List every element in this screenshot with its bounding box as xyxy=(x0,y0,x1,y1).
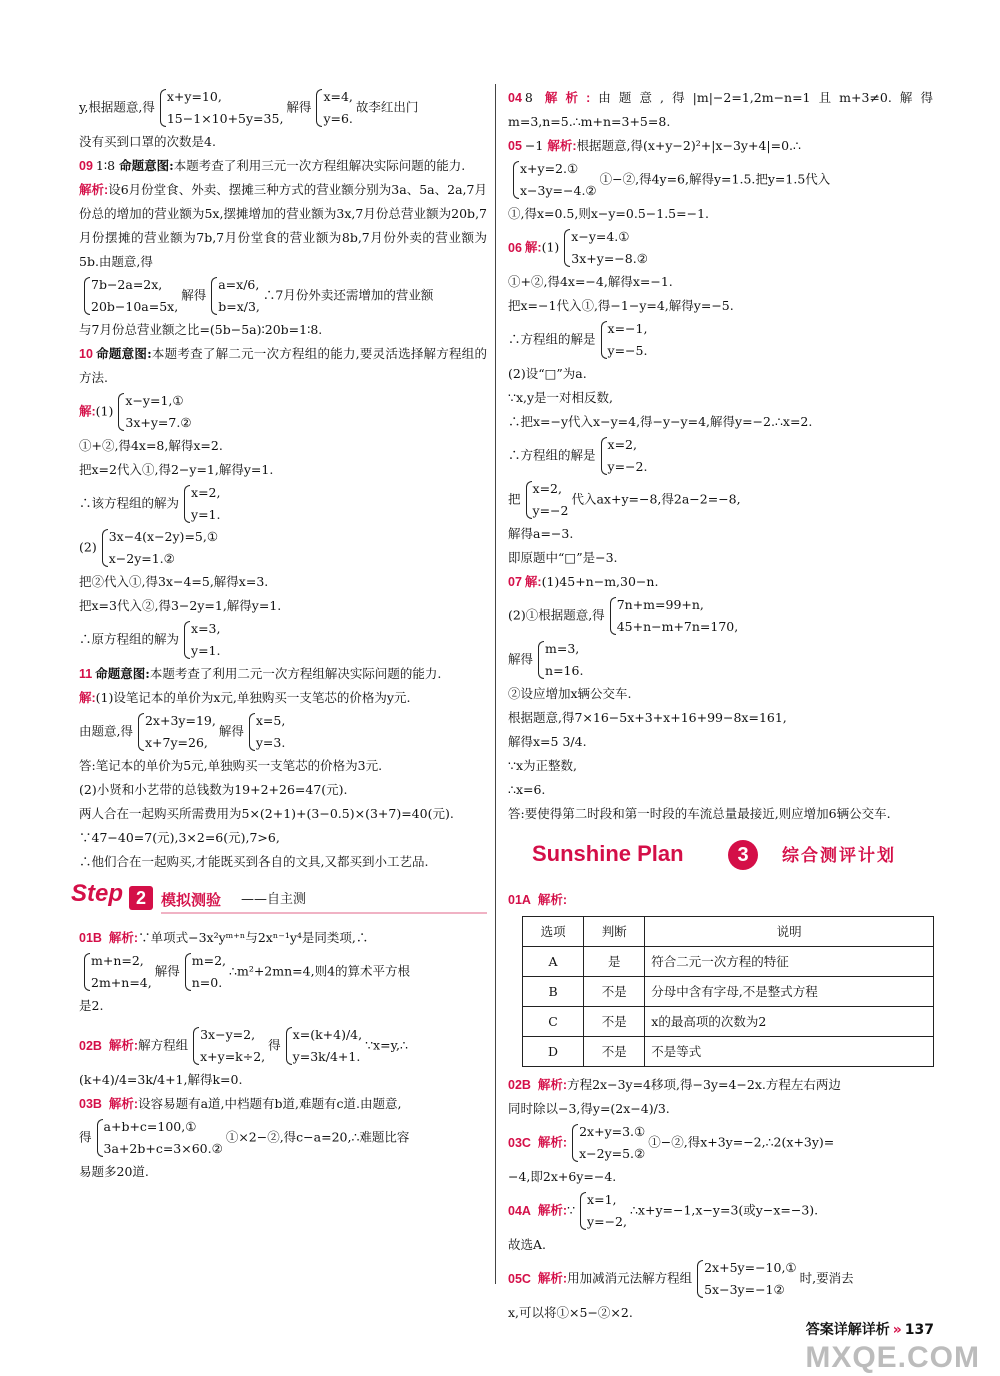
text-line: 解得 m=3, n=16. xyxy=(508,638,933,682)
text-line: 解:(1)设笔记本的单价为x元,单独购买一支笔芯的价格为y元. xyxy=(79,690,411,705)
sun-question-01: 01A 解析: xyxy=(508,893,568,907)
text-line: (2) 3x−4(x−2y)=5,① x−2y=1.② xyxy=(79,526,487,570)
text-line: 根据题意,得7×16−5x+3+x+16+99−8x=161, xyxy=(508,710,787,725)
text-line: ∴原方程组的解为 x=3, y=1. xyxy=(79,618,487,662)
text-line: 故选A. xyxy=(508,1237,547,1252)
equation-system: x=5, y=3. xyxy=(247,710,285,754)
text-line: 解得a=−3. xyxy=(508,526,574,541)
table-row: B 不是 分母中含有字母,不是整式方程 xyxy=(523,977,934,1007)
table-row: C 不是 x的最高项的次数为2 xyxy=(523,1007,934,1037)
equation-system: 2x+3y=19, x+7y=26, xyxy=(136,710,216,754)
step-banner xyxy=(71,882,487,922)
text-line: ①+②,得4x=−4,解得x=−1. xyxy=(508,274,673,289)
column-divider xyxy=(495,84,496,1284)
text-line: 没有买到口罩的次数是4. xyxy=(79,134,216,149)
text-line: (2)①根据题意,得 7n+m=99+n, 45+n−m+7n=170, xyxy=(508,594,933,638)
text-line: 两人合在一起购买所需费用为5×(2+1)+(3−0.5)×(3+7)=40(元). xyxy=(79,806,454,821)
text-line: 由题意,得 2x+3y=19, x+7y=26, 解得 x=5, y=3. xyxy=(79,710,487,754)
text-line: ∵47−40=7(元),3×2=6(元),7>6, xyxy=(79,830,280,845)
equation-system: x+y=10, 15−1×10+5y=35, xyxy=(158,86,284,130)
equation-system: x=4, y=6. xyxy=(314,86,352,130)
text-line: y,根据题意,得 x+y=10, 15−1×10+5y=35, 解得 x=4, y=6. 故李红出门 xyxy=(79,86,487,130)
equation-system: 7n+m=99+n, 45+n−m+7n=170, xyxy=(608,594,739,638)
text-line: 答:笔记本的单价为5元,单独购买一支笔芯的价格为3元. xyxy=(79,758,383,773)
text-line: 即原题中“□”是−3. xyxy=(508,550,618,565)
text-line: 把x=2代入①,得2−y=1,解得y=1. xyxy=(79,462,274,477)
equation-system: x+y=2.① x−3y=−4.② xyxy=(511,158,597,202)
text-line: ①,得x=0.5,则x−y=0.5−1.5=−1. xyxy=(508,206,710,221)
text-line: 是2. xyxy=(79,998,104,1013)
chevron-right-icon: » xyxy=(892,1322,902,1338)
equation-system: 2x+5y=−10,① 5x−3y=−1② xyxy=(695,1257,797,1301)
equation-system: x=1, y=−2, xyxy=(578,1189,627,1233)
step-underline xyxy=(161,912,487,914)
sun-question-05: 05C 解析:用加减消元法解方程组 2x+5y=−10,① 5x−3y=−1② 时,要消去 xyxy=(508,1257,933,1301)
right-column xyxy=(508,86,933,1325)
text-line: ∴他们合在一起购买,才能既买到各自的文具,又都买到小工艺品. xyxy=(79,854,429,869)
text-line: 把 x=2, y=−2 代入ax+y=−8,得2a−2=−8, xyxy=(508,478,933,522)
table-row: D 不是 不是等式 xyxy=(523,1037,934,1067)
text-line: (k+4)/4=3k/4+1,解得k=0. xyxy=(79,1072,243,1087)
question-10: 10 命题意图:本题考查了解二元一次方程组的能力,要灵活选择解方程组的方法. xyxy=(79,346,487,385)
text-line: 7b−2a=2x, 20b−10a=5x, 解得 a=x/6, b=x/3, ∴7月份外卖还需增加的营业额 xyxy=(79,274,487,318)
sun-question-02: 02B 解析:方程2x−3y=4移项,得−3y=4−2x.方程左右两边 xyxy=(508,1077,841,1092)
analysis-09: 解析:设6月份堂食、外卖、摆摊三种方式的营业额分别为3a、5a、2a,7月份总的增加的营业额为5x,摆摊增加的营业额为3x,7月份总营业额为20b,7月份摆摊的营业额为7b,7月份堂食的营业额为8b,7月份外卖的营业额为5b.由题意,得 xyxy=(79,182,487,269)
footer-label: 答案详解详析 xyxy=(805,1322,890,1338)
text-line: 同时除以−3,得y=(2x−4)/3. xyxy=(508,1101,670,1116)
text-line: ∴把x=−y代入x−y=4,得−y−y=4,解得y=−2.∴x=2. xyxy=(508,414,813,429)
page-number: 137 xyxy=(904,1322,934,1338)
text-line: ∵x,y是一对相反数, xyxy=(508,390,614,405)
equation-system: 3x−y=2, x+y=k÷2, xyxy=(191,1024,265,1068)
text-line: x,可以将①×5−②×2. xyxy=(508,1305,633,1320)
question-04: 04 8 解析:由题意,得|m|−2=1,2m−n=1且m+3≠0.解得m=3,n=5.∴m+n=3+5=8. xyxy=(508,90,933,129)
question-number: 11 xyxy=(79,667,93,681)
equation-system: 7b−2a=2x, 20b−10a=5x, xyxy=(82,274,178,318)
text-line: ∴方程组的解是 x=−1, y=−5. xyxy=(508,318,933,362)
text-line: 把②代入①,得3x−4=5,解得x=3. xyxy=(79,574,269,589)
table-row: A 是 符合二元一次方程的特征 xyxy=(523,947,934,977)
question-11: 11 命题意图:本题考查了利用二元一次方程组解决实际问题的能力. xyxy=(79,666,442,681)
sunshine-plan-number: 3 xyxy=(728,840,758,870)
text-line: 与7月份总营业额之比=(5b−5a)∶20b=1∶8. xyxy=(79,322,323,337)
text-line: 解得x=5 3/4. xyxy=(508,734,587,749)
table-header: 判断 xyxy=(584,917,645,947)
step-subtitle: ——自主测 xyxy=(241,892,307,907)
table-header: 选项 xyxy=(523,917,584,947)
table-header: 说明 xyxy=(645,917,934,947)
text-line: ∴方程组的解是 x=2, y=−2. xyxy=(508,434,933,478)
step-question-02: 02B 解析:解方程组 3x−y=2, x+y=k÷2, 得 x=(k+4)/4, y=3k/4+1. ∵x=y,∴ xyxy=(79,1024,487,1068)
equation-system: x=2, y=−2. xyxy=(599,434,648,478)
answer-table xyxy=(522,916,934,1067)
equation-system: a+b+c=100,① 3a+2b+c=3×60.② xyxy=(95,1116,223,1160)
text-line: x+y=2.① x−3y=−4.② ①−②,得4y=6,解得y=1.5.把y=1.5代入 xyxy=(508,158,933,202)
step-question-01: 01B 解析:∵单项式−3x²yᵐ⁺ⁿ与2xⁿ⁻¹y⁴是同类项,∴ xyxy=(79,930,369,945)
question-07: 07 解:(1)45+n−m,30−n. xyxy=(508,574,659,589)
page-footer xyxy=(806,1318,934,1342)
text-line: (2)小贤和小艺带的总钱数为19+2+26=47(元). xyxy=(79,782,348,797)
question-number: 10 xyxy=(79,347,93,361)
text-line: ①+②,得4x=8,解得x=2. xyxy=(79,438,223,453)
step-number: 2 xyxy=(129,886,153,910)
equation-system: m=3, n=16. xyxy=(536,638,583,682)
sun-question-03: 03C 解析: 2x+y=3.① x−2y=5.② ①−②,得x+3y=−2,∴2(x+3y)= xyxy=(508,1121,933,1165)
step-question-03: 03B 解析:设容易题有a道,中档题有b道,难题有c道.由题意, xyxy=(79,1096,402,1111)
equation-system: x−y=4.① 3x+y=−8.② xyxy=(562,226,648,270)
equation-system: 3x−4(x−2y)=5,① x−2y=1.② xyxy=(100,526,218,570)
text-line: ∴x=6. xyxy=(508,782,546,797)
equation-system: x=−1, y=−5. xyxy=(599,318,648,362)
step-word: Step xyxy=(71,880,124,907)
text-line: (2)设“□”为a. xyxy=(508,366,587,381)
text-line: ∴该方程组的解为 x=2, y=1. xyxy=(79,482,487,526)
table-header-row xyxy=(523,917,934,947)
text-line: ∵x为正整数, xyxy=(508,758,577,773)
question-09: 09 1∶8 命题意图:本题考查了利用三元一次方程组解决实际问题的能力. xyxy=(79,158,466,173)
sun-question-04: 04A 解析:∵ x=1, y=−2, ∴x+y=−1,x−y=3(或y−x=−3). xyxy=(508,1189,933,1233)
text-line: 解:(1) x−y=1,① 3x+y=7.② xyxy=(79,390,487,434)
text-line: 把x=3代入②,得3−2y=1,解得y=1. xyxy=(79,598,282,613)
step-title: 模拟测验 xyxy=(161,891,222,909)
sunshine-plan-title: Sunshine Plan xyxy=(532,841,684,866)
question-06: 06 解:(1) x−y=4.① 3x+y=−8.② xyxy=(508,226,933,270)
equation-system: m=2, n=0. xyxy=(183,950,226,994)
text-line: 答:要使得第二时段和第一时段的车流总量最接近,则应增加6辆公交车. xyxy=(508,806,891,821)
text-line: 得 a+b+c=100,① 3a+2b+c=3×60.② ①×2−②,得c−a=20,∴难题比容 xyxy=(79,1116,487,1160)
equation-system: a=x/6, b=x/3, xyxy=(209,274,260,318)
equation-system: x−y=1,① 3x+y=7.② xyxy=(116,390,191,434)
text-line: −4,即2x+6y=−4. xyxy=(508,1169,617,1184)
question-number: 09 xyxy=(79,159,93,173)
left-column xyxy=(71,86,487,1184)
text-line: 易题多20道. xyxy=(79,1164,149,1179)
equation-system: m+n=2, 2m+n=4, xyxy=(82,950,152,994)
equation-system: x=2, y=−2 xyxy=(524,478,569,522)
watermark: MXQE.COM xyxy=(805,1341,980,1374)
equation-system: x=3, y=1. xyxy=(182,618,220,662)
sunshine-plan-subtitle: 综合测评计划 xyxy=(782,846,896,866)
text-line: ②设应增加x辆公交车. xyxy=(508,686,632,701)
sunshine-plan-banner xyxy=(532,840,933,882)
equation-system: x=(k+4)/4, y=3k/4+1. xyxy=(284,1024,362,1068)
text-line: m+n=2, 2m+n=4, 解得 m=2, n=0. ∴m²+2mn=4,则4的算术平方根 xyxy=(79,950,487,994)
equation-system: 2x+y=3.① x−2y=5.② xyxy=(570,1121,645,1165)
text-line: 把x=−1代入①,得−1−y=4,解得y=−5. xyxy=(508,298,734,313)
equation-system: x=2, y=1. xyxy=(182,482,220,526)
question-05: 05 −1 解析:根据题意,得(x+y−2)²+|x−3y+4|=0.∴ xyxy=(508,138,801,153)
